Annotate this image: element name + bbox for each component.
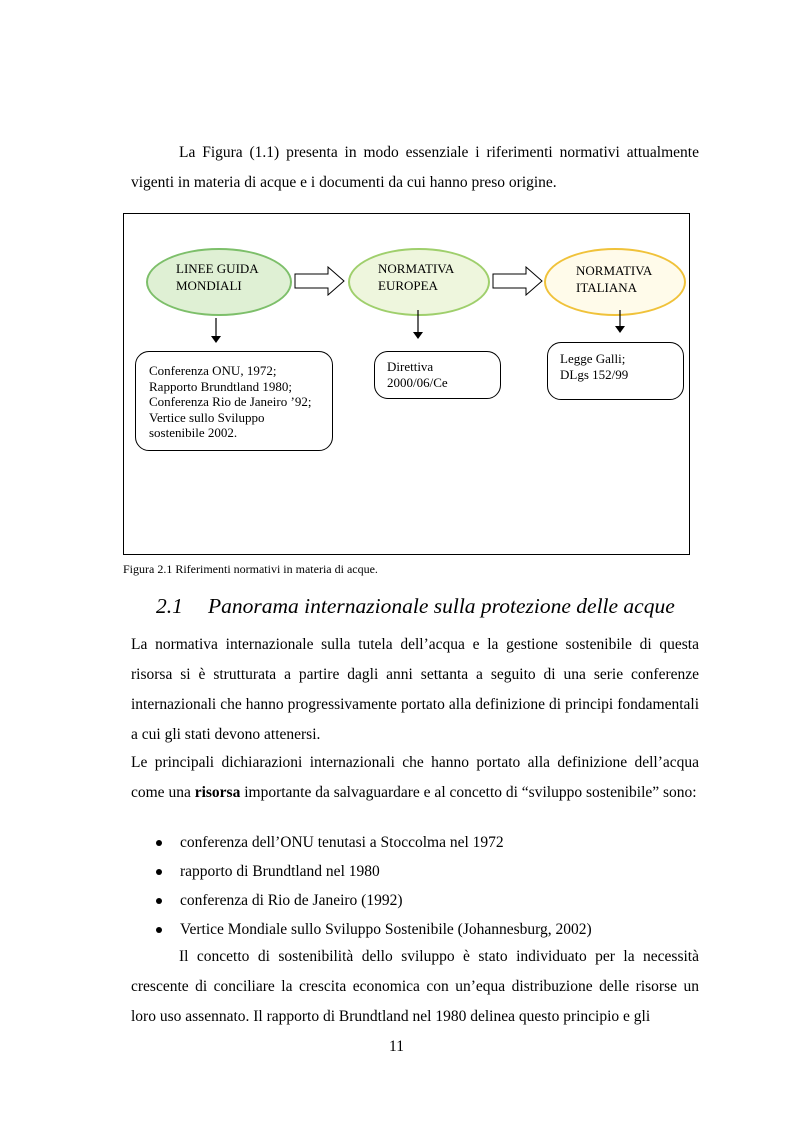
details-italian-text: Legge Galli; DLgs 152/99 xyxy=(560,351,629,382)
node-european-label: NORMATIVA EUROPEA xyxy=(378,261,455,293)
details-european-text: Direttiva 2000/06/Ce xyxy=(387,359,448,390)
node-italian-law xyxy=(544,248,686,316)
section-heading xyxy=(156,594,675,619)
node-italian-label: NORMATIVA ITALIANA xyxy=(576,263,653,295)
section-title: Panorama internazionale sulla protezione delle acque xyxy=(208,594,675,618)
figure-box xyxy=(123,213,690,555)
body-paragraph-2 xyxy=(131,748,699,808)
page-number: 11 xyxy=(389,1038,404,1055)
body-paragraph-2-text: Le principali dichiarazioni internazionali che hanno portato alla definizione dell’acqua come una xyxy=(131,754,699,801)
arrow-down-icon xyxy=(210,318,222,344)
bold-term: risorsa xyxy=(194,784,241,801)
arrow-right-icon xyxy=(492,266,544,296)
details-italian xyxy=(547,342,684,400)
arrow-right-icon xyxy=(294,266,346,296)
arrow-down-icon xyxy=(412,310,424,340)
body-paragraph-1: La normativa internazionale sulla tutela dell’acqua e la gestione sostenibile di questa risorsa si è strutturata a partire dagli anni settanta a seguito di una serie conferenze internazionali che hanno progressivamente portato alla definizione di principi fondamentali a cui gli stati devono attenersi. xyxy=(131,636,699,743)
node-world-guidelines xyxy=(146,248,292,316)
list-item: conferenza di Rio de Janeiro (1992) xyxy=(156,886,592,915)
node-european-law xyxy=(348,248,490,316)
details-world-text: Conferenza ONU, 1972; Rapporto Brundtland 1980; Conferenza Rio de Janeiro ’92; Vertice sullo Sviluppo sostenibile 2002. xyxy=(149,363,312,440)
bullet-list xyxy=(156,828,592,944)
body-paragraph-3: Il concetto di sostenibilità dello sviluppo è stato individuato per la necessità crescente di conciliare la crescita economica con un’equa distribuzione delle risorse un loro uso assennato. Il rapporto di Brundtland nel 1980 delinea questo principio e gli xyxy=(131,948,699,1025)
intro-paragraph: La Figura (1.1) presenta in modo essenziale i riferimenti normativi attualmente vigenti in materia di acque e i documenti da cui hanno preso origine. xyxy=(131,144,699,191)
list-item: rapporto di Brundtland nel 1980 xyxy=(156,857,592,886)
node-world-label: LINEE GUIDA MONDIALI xyxy=(176,261,259,293)
body-paragraph-2-end: importante da salvaguardare e al concetto di “sviluppo sostenibile” sono: xyxy=(240,784,697,801)
arrow-down-icon xyxy=(614,310,626,334)
list-item: conferenza dell’ONU tenutasi a Stoccolma nel 1972 xyxy=(156,828,592,857)
section-number: 2.1 xyxy=(156,594,183,618)
figure-caption: Figura 2.1 Riferimenti normativi in materia di acque. xyxy=(123,562,378,576)
list-item: Vertice Mondiale sullo Sviluppo Sostenibile (Johannesburg, 2002) xyxy=(156,915,592,944)
details-european xyxy=(374,351,501,399)
details-world xyxy=(135,351,333,451)
